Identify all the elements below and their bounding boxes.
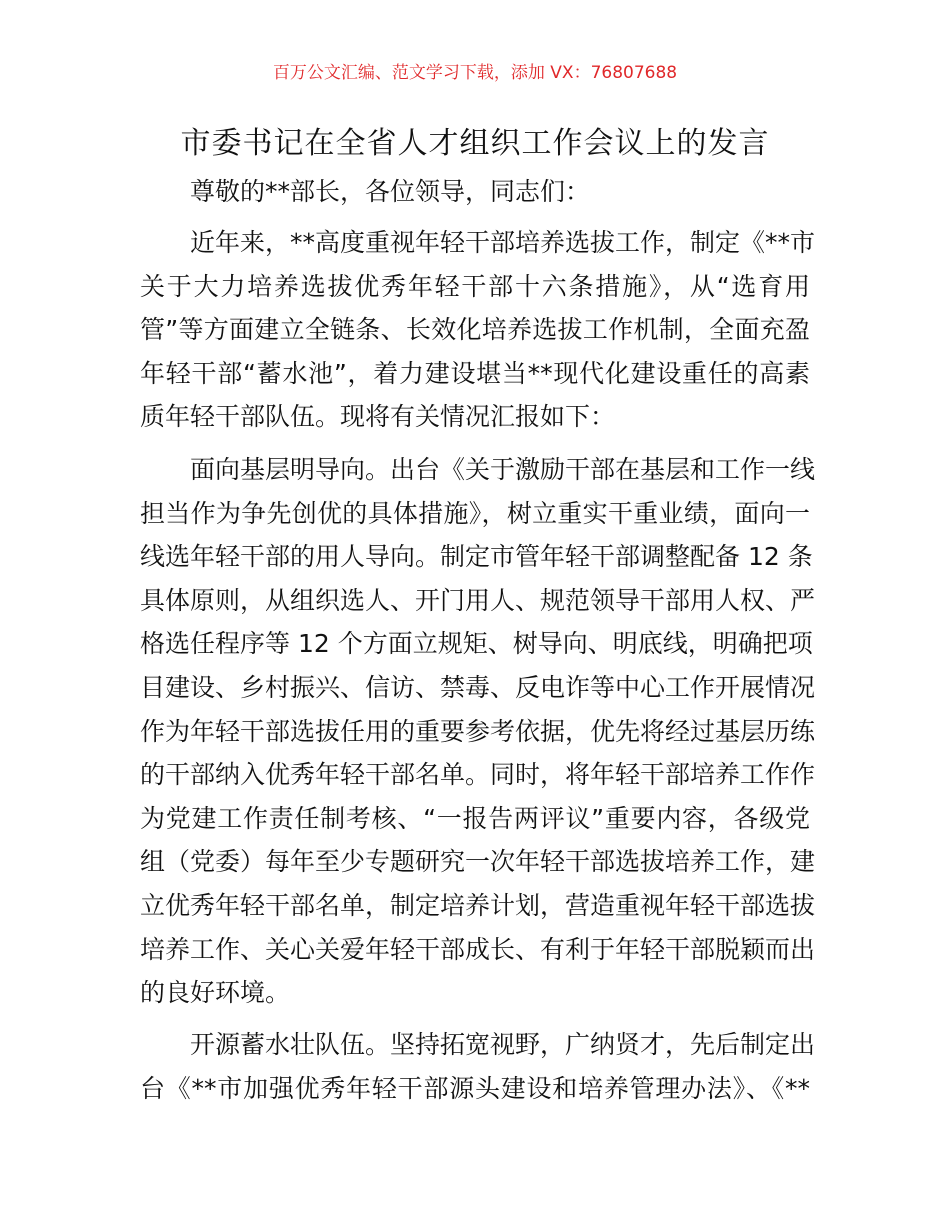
paragraph-line: 为党建工作责任制考核、“一报告两评议”重要内容，各级党 (140, 803, 810, 833)
paragraph-line: 管”等方面建立全链条、长效化培养选拔工作机制，全面充盈 (140, 315, 810, 345)
paragraph-talent-pool (140, 1023, 816, 1110)
paragraph-line: 格选任程序等 12 个方面立规矩、树导向、明底线，明确把项 (140, 629, 813, 659)
paragraph-line: 的良好环境。 (140, 978, 291, 1008)
paragraph-line: 近年来，**高度重视年轻干部培养选拔工作，制定《**市 (190, 228, 816, 257)
paragraph-line: 面向基层明导向。出台《关于激励干部在基层和工作一线 (190, 455, 816, 484)
greeting-paragraph (140, 170, 810, 214)
paragraph-line: 关于大力培养选拔优秀年轻干部十六条措施》，从“选育用 (140, 271, 810, 301)
document-title: 市委书记在全省人才组织工作会议上的发言 (180, 126, 770, 161)
paragraph-line: 台《**市加强优秀年轻干部源头建设和培养管理办法》、《** (140, 1073, 810, 1103)
paragraph-line: 作为年轻干部选拔任用的重要参考依据，优先将经过基层历练 (140, 716, 816, 746)
paragraph-grassroots-orientation (140, 448, 816, 1015)
paragraph-line: 培养工作、关心关爱年轻干部成长、有利于年轻干部脱颖而出 (140, 934, 816, 964)
paragraph-intro (140, 221, 816, 439)
paragraph-line: 的干部纳入优秀年轻干部名单。同时，将年轻干部培养工作作 (140, 760, 816, 790)
paragraph-line: 质年轻干部队伍。现将有关情况汇报如下： (140, 402, 616, 432)
paragraph-line: 开源蓄水壮队伍。坚持拓宽视野，广纳贤才，先后制定出 (190, 1030, 816, 1059)
header-banner: 百万公文汇编、范文学习下载，添加 VX：76807688 (272, 63, 678, 83)
paragraph-line: 担当作为争先创优的具体措施》，树立重实干重业绩，面向一 (140, 498, 810, 528)
paragraph-line: 组（党委）每年至少专题研究一次年轻干部选拔培养工作，建 (140, 847, 816, 877)
paragraph-line: 线选年轻干部的用人导向。制定市管年轻干部调整配备 12 条 (140, 542, 813, 572)
paragraph-line: 立优秀年轻干部名单，制定培养计划，营造重视年轻干部选拔 (140, 890, 816, 920)
paragraph-line: 具体原则，从组织选人、开门用人、规范领导干部用人权、严 (140, 585, 816, 615)
greeting-line: 尊敬的**部长，各位领导，同志们： (190, 177, 591, 206)
paragraph-line: 年轻干部“蓄水池”，着力建设堪当**现代化建设重任的高素 (140, 358, 810, 388)
paragraph-line: 目建设、乡村振兴、信访、禁毒、反电诈等中心工作开展情况 (140, 672, 816, 702)
